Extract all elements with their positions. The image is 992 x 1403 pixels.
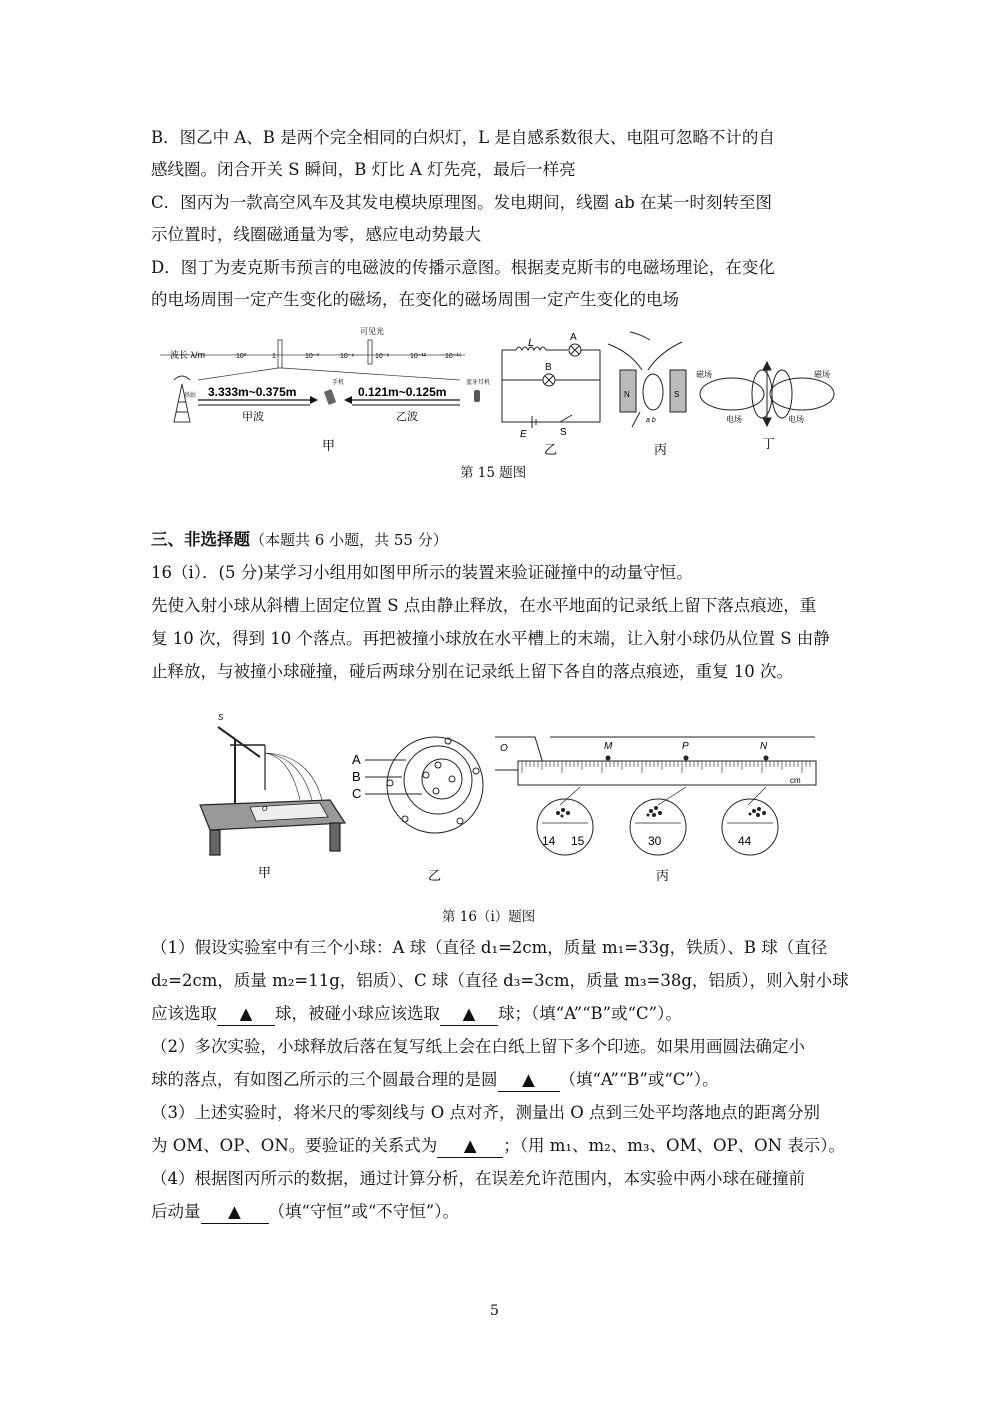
section-3-note: （本题共 6 小题，共 55 分）: [250, 531, 448, 549]
phone-icon: [324, 378, 344, 405]
apparatus-s: S: [218, 713, 224, 722]
figure-15-label-jia: 甲: [322, 438, 336, 453]
q16-4-line2: 后动量 ▲ （填“守恒”或“不守恒”）。: [151, 1201, 459, 1224]
tick-5: 10⁻⁹: [375, 353, 390, 360]
answer-blank-q4[interactable]: ▲: [201, 1201, 269, 1224]
answer-blank-q2[interactable]: ▲: [498, 1069, 560, 1092]
ruler-p: P: [682, 741, 689, 752]
page-number: 5: [490, 1303, 499, 1319]
q16-para-line3: 止释放，与被撞小球碰撞，碰后两球分别在记录纸上留下各自的落点痕迹，重复 10 次。: [151, 662, 793, 681]
q15-option-b-line1: B．图乙中 A、B 是两个完全相同的白炽灯，L 是自感系数很大、电阻可忽略不计的自: [151, 128, 775, 147]
figure-15-label-yi: 乙: [544, 442, 558, 457]
q15-option-b-line2: 感线圈。闭合开关 S 瞬间，B 灯比 A 灯先亮，最后一样亮: [151, 160, 576, 179]
ruler-o: O: [500, 743, 508, 754]
svg-text:蓝牙耳机: 蓝牙耳机: [466, 380, 491, 386]
tick-2: 1: [272, 353, 276, 360]
wave-yi-label: 乙波: [396, 411, 418, 423]
figure-15-caption: 第 15 题图: [460, 465, 527, 481]
tick-3: 10⁻³: [305, 353, 319, 360]
q16-4-line1: （4）根据图丙所示的数据，通过计算分析，在误差允许范围内，本实验中两小球在碰撞前: [151, 1169, 805, 1188]
magnifier-15: 15: [571, 834, 585, 848]
coil-ab: a b: [646, 417, 656, 424]
figure-16-caption: 第 16（ⅰ）题图: [442, 909, 536, 925]
figure-16: [190, 705, 850, 890]
answer-blank-q1a[interactable]: ▲: [217, 1003, 275, 1026]
circle-label-b: B: [352, 769, 361, 784]
q16-para-line2: 复 10 次，得到 10 个落点。再把被撞小球放在水平槽上的末端，让入射小球仍从位置 S 由静: [151, 629, 830, 648]
visible-light-label: 可见光: [360, 327, 384, 336]
figure-16-label-jia: 甲: [258, 865, 272, 880]
q16-intro: 16（ⅰ）．(5 分)某学习小组用如图甲所示的装置来验证碰撞中的动量守恒。: [151, 563, 693, 582]
figure-16-label-bing: 丙: [656, 868, 670, 883]
circle-label-c: C: [352, 786, 362, 801]
q15-option-d-line1: D．图丁为麦克斯韦预言的电磁波的传播示意图。根据麦克斯韦的电磁场理论，在变化: [151, 258, 775, 277]
ruler-m: M: [604, 741, 613, 752]
apparatus-o: O: [262, 806, 268, 813]
figure-16-jia-apparatus: [200, 727, 345, 855]
figure-15-label-ding: 丁: [762, 436, 776, 451]
circle-label-a: A: [352, 752, 361, 767]
q15-option-c-line1: C．图丙为一款高空风车及其发电模块原理图。发电期间，线圈 ab 在某一时刻转至图: [151, 193, 773, 212]
q16-3-line2: 为 OM、OP、ON。要验证的关系式为 ▲ ；（用 m₁、m₂、m₃、OM、OP、ON 表示）。: [151, 1135, 845, 1158]
q16-para-line1: 先使入射小球从斜槽上固定位置 S 点由静止释放，在水平地面的记录纸上留下落点痕迹，重: [151, 596, 817, 615]
ruler-unit: cm: [790, 776, 801, 785]
q15-option-d-line2: 的电场周围一定产生变化的磁场，在变化的磁场周围一定产生变化的电场: [151, 290, 679, 309]
q16-1-line3: 应该选取 ▲ 球，被碰小球应该选取 ▲ 球；（填“A”“B”或“C”）。: [151, 1003, 682, 1026]
answer-blank-q3[interactable]: ▲: [437, 1135, 503, 1158]
section-3-heading: [151, 529, 448, 551]
magnifier-14: 14: [542, 834, 556, 848]
em-mag-1: 磁场: [696, 370, 712, 379]
tick-6: 10⁻¹²: [410, 353, 427, 360]
q16-1-line1: （1）假设实验室中有三个小球：A 球（直径 d₁=2cm，质量 m₁=33g，铁质）、B 球（直径: [151, 938, 828, 957]
ruler-n: N: [760, 741, 768, 752]
circuit-s: S: [560, 427, 567, 438]
magnifier-dots: [556, 806, 766, 818]
em-mag-2: 磁场: [814, 370, 830, 379]
base-station-icon: [174, 376, 196, 422]
tick-7: 10⁻¹⁵: [445, 353, 462, 360]
circuit-a: A: [570, 332, 577, 343]
answer-blank-q1b[interactable]: ▲: [440, 1003, 498, 1026]
magnifier-44: 44: [738, 834, 752, 848]
circuit-b: B: [545, 362, 552, 373]
figure-15-bing-generator: [608, 332, 686, 427]
magnet-n: N: [624, 390, 630, 399]
svg-text:手机: 手机: [332, 380, 345, 386]
em-ele-2: 电场: [788, 415, 804, 424]
wave-jia-label: 甲波: [242, 411, 264, 423]
figure-15: [160, 322, 850, 462]
circuit-l: L: [528, 337, 535, 349]
q16-2-line1: （2）多次实验，小球释放后落在复写纸上会在白纸上留下多个印迹。如果用画圆法确定小: [151, 1037, 805, 1056]
tick-1: 10³: [236, 353, 247, 360]
range-yi: 0.121m~0.125m: [358, 385, 447, 399]
section-3-title: 三、非选择题: [151, 530, 250, 549]
tick-4: 10⁻⁶: [340, 353, 355, 360]
figure-16-yi-circles: [365, 737, 483, 833]
magnifier-30: 30: [648, 834, 662, 848]
q16-2-line2: 球的落点，有如图乙所示的三个圆最合理的是圆 ▲ （填“A”“B”或“C”）。: [151, 1069, 719, 1092]
em-ele-1: 电场: [726, 415, 742, 424]
q15-option-c-line2: 示位置时，线圈磁通量为零，感应电动势最大: [151, 225, 481, 244]
svg-text:基站: 基站: [184, 393, 197, 399]
figure-16-label-yi: 乙: [428, 868, 442, 883]
bluetooth-earphone-icon: [466, 378, 490, 402]
circuit-e: E: [520, 429, 527, 440]
figure-15-label-bing: 丙: [654, 442, 668, 457]
figure-15-yi-circuit: [502, 344, 600, 428]
wavelength-label: 波长 λ/m: [170, 350, 205, 360]
q16-3-line1: （3）上述实验时，将米尺的零刻线与 O 点对齐，测量出 O 点到三处平均落地点的距离分别: [151, 1103, 821, 1122]
range-jia: 3.333m~0.375m: [208, 385, 297, 399]
q16-1-line2: d₂=2cm，质量 m₂=11g，铝质）、C 球（直径 d₃=3cm，质量 m₃=38g，铝质），则入射小球: [151, 971, 849, 990]
figure-15-jia: [160, 326, 490, 453]
magnet-s: S: [674, 390, 680, 399]
